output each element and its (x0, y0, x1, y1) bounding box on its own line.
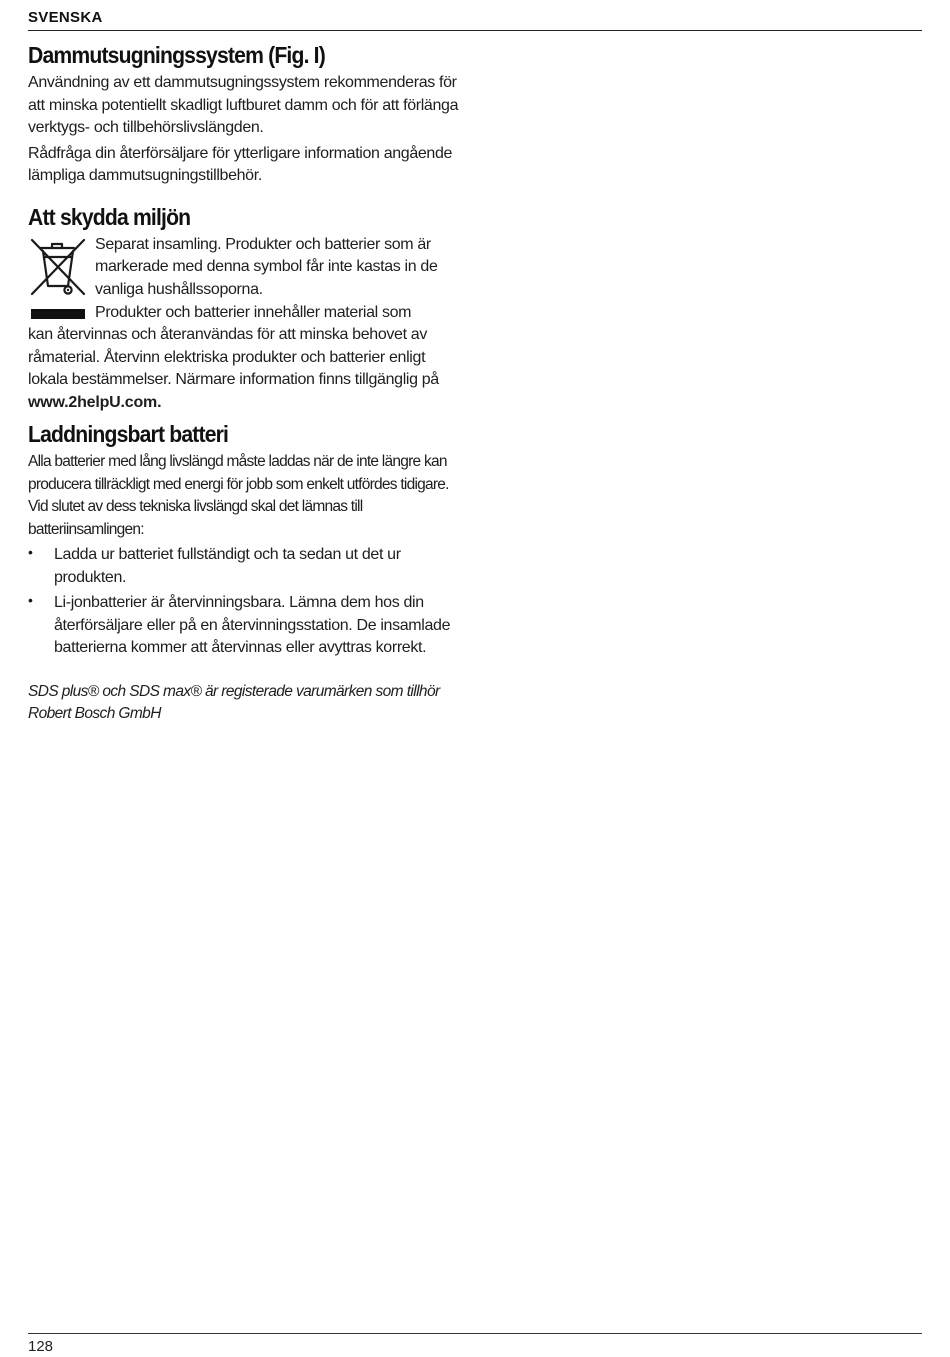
recycling-first-line (28, 302, 460, 325)
bullet-icon: • (28, 544, 33, 560)
language-header: SVENSKA (28, 9, 103, 26)
bullet-text: Ladda ur batteriet fullständigt och ta sedan ut det ur produkten. (54, 546, 401, 586)
header-divider (28, 30, 922, 31)
black-bar-symbol (31, 309, 85, 319)
rechargeable-battery-heading: Laddningsbart batteri (28, 421, 229, 447)
main-column (28, 38, 460, 726)
website-link[interactable]: www.2helpU.com. (28, 393, 162, 411)
trademark-notice: SDS plus® och SDS max® är registerade varumärken som tillhör Robert Bosch GmbH (28, 682, 440, 722)
separate-collection-paragraph: Separat insamling. Produkter och batterier som är markerade med denna symbol får inte kastas in de vanliga hushållssoporna. (95, 235, 438, 298)
dust-extraction-section (28, 38, 460, 188)
separate-collection-block (28, 234, 460, 302)
bullet-text: Li-jonbatterier är återvinningsbara. Lämna dem hos din återförsäljare eller på en återvinningsstation. De insamlade batterierna kommer att återvinnas eller avyttras korrekt. (54, 594, 451, 656)
battery-paragraph: Alla batterier med lång livslängd måste laddas när de inte längre kan producera tillräckligt med energi för jobb som enkelt utfördes tidigare. Vid slutet av dess tekniska livslängd skal det lämnas till batteriinsamlingen: (28, 453, 449, 538)
footer-divider (28, 1333, 922, 1334)
dust-extraction-heading: Dammutsugningssystem (Fig. I) (28, 42, 325, 68)
battery-bullet-list (28, 544, 460, 660)
environment-heading: Att skydda miljön (28, 203, 191, 230)
page-number: 128 (28, 1338, 54, 1355)
recycling-paragraph-line-1: Produkter och batterier innehåller material som (95, 303, 412, 321)
list-item (28, 592, 460, 660)
rechargeable-battery-section (28, 417, 460, 660)
bullet-icon: • (28, 592, 33, 608)
dust-extraction-paragraph-1: Användning av ett dammutsugningssystem rekommenderas för att minska potentiellt skadligt luftburet damm och för att förlänga verktygs- och tillbehörslivslängden. (28, 74, 459, 136)
list-item (28, 544, 460, 589)
environment-section (28, 200, 460, 415)
dust-extraction-paragraph-2: Rådfråga din återförsäljare för ytterligare information angående lämpliga dammutsugningstillbehör. (28, 144, 453, 184)
recycling-paragraph-rest: kan återvinnas och återanvändas för att minska behovet av råmaterial. Återvinn elektriska produkter och batterier enligt lokala bestämmelser. Närmare information finns tillgänglig på (28, 326, 439, 388)
crossed-out-wheelie-bin-icon (28, 236, 88, 298)
